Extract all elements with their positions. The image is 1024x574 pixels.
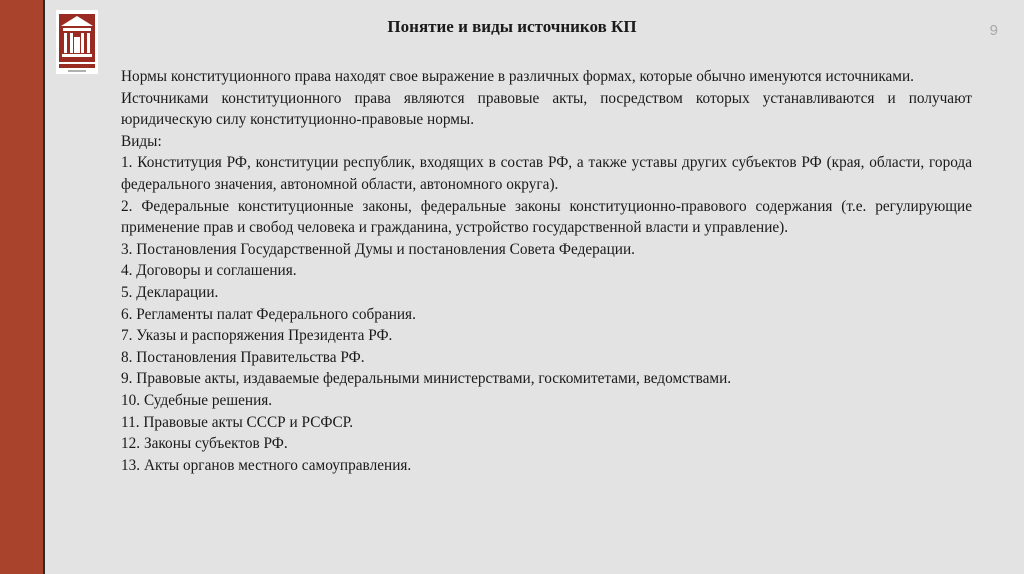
- list-item: 3. Постановления Государственной Думы и постановления Совета Федерации.: [121, 240, 635, 258]
- list-item: 10. Судебные решения.: [121, 391, 273, 409]
- list-item: 8. Постановления Правительства РФ.: [121, 348, 365, 366]
- left-accent-bar: [0, 0, 43, 574]
- content-body: [121, 66, 972, 476]
- list-item: 1. Конституция РФ, конституции республик, входящих в состав РФ, а также уставы других субъектов РФ (края, области, города федерального значения, автономной области, автономного округа).: [121, 154, 972, 193]
- list-item: 9. Правовые акты, издаваемые федеральными министерствами, госкомитетами, ведомствами.: [121, 370, 732, 388]
- page-number: 9: [989, 22, 998, 39]
- page-title: Понятие и виды источников КП: [387, 17, 637, 36]
- paragraph-types-heading: Виды:: [121, 132, 162, 150]
- list-item: 2. Федеральные конституционные законы, федеральные законы конституционно-правового содержания (т.е. регулирующие применение прав и свобод человека и гражданина, устройство государственной власти и управление).: [121, 197, 972, 237]
- list-item: 7. Указы и распоряжения Президента РФ.: [121, 327, 393, 345]
- list-item: 12. Законы субъектов РФ.: [121, 435, 288, 453]
- list-item: 4. Договоры и соглашения.: [121, 262, 297, 280]
- list-item: 5. Декларации.: [121, 283, 219, 301]
- list-item: 13. Акты органов местного самоуправления.: [121, 456, 412, 474]
- list-item: 6. Регламенты палат Федерального собрания.: [121, 305, 416, 323]
- paragraph-intro: Нормы конституционного права находят свое выражение в различных формах, которые обычно именуются источниками.: [121, 68, 915, 85]
- paragraph-definition: Источниками конституционного права являются правовые акты, посредством которых устанавливаются и получают юридическую силу конституционно-правовые нормы.: [121, 89, 972, 129]
- left-accent-divider: [43, 0, 45, 574]
- list-item: 11. Правовые акты СССР и РСФСР.: [121, 413, 354, 431]
